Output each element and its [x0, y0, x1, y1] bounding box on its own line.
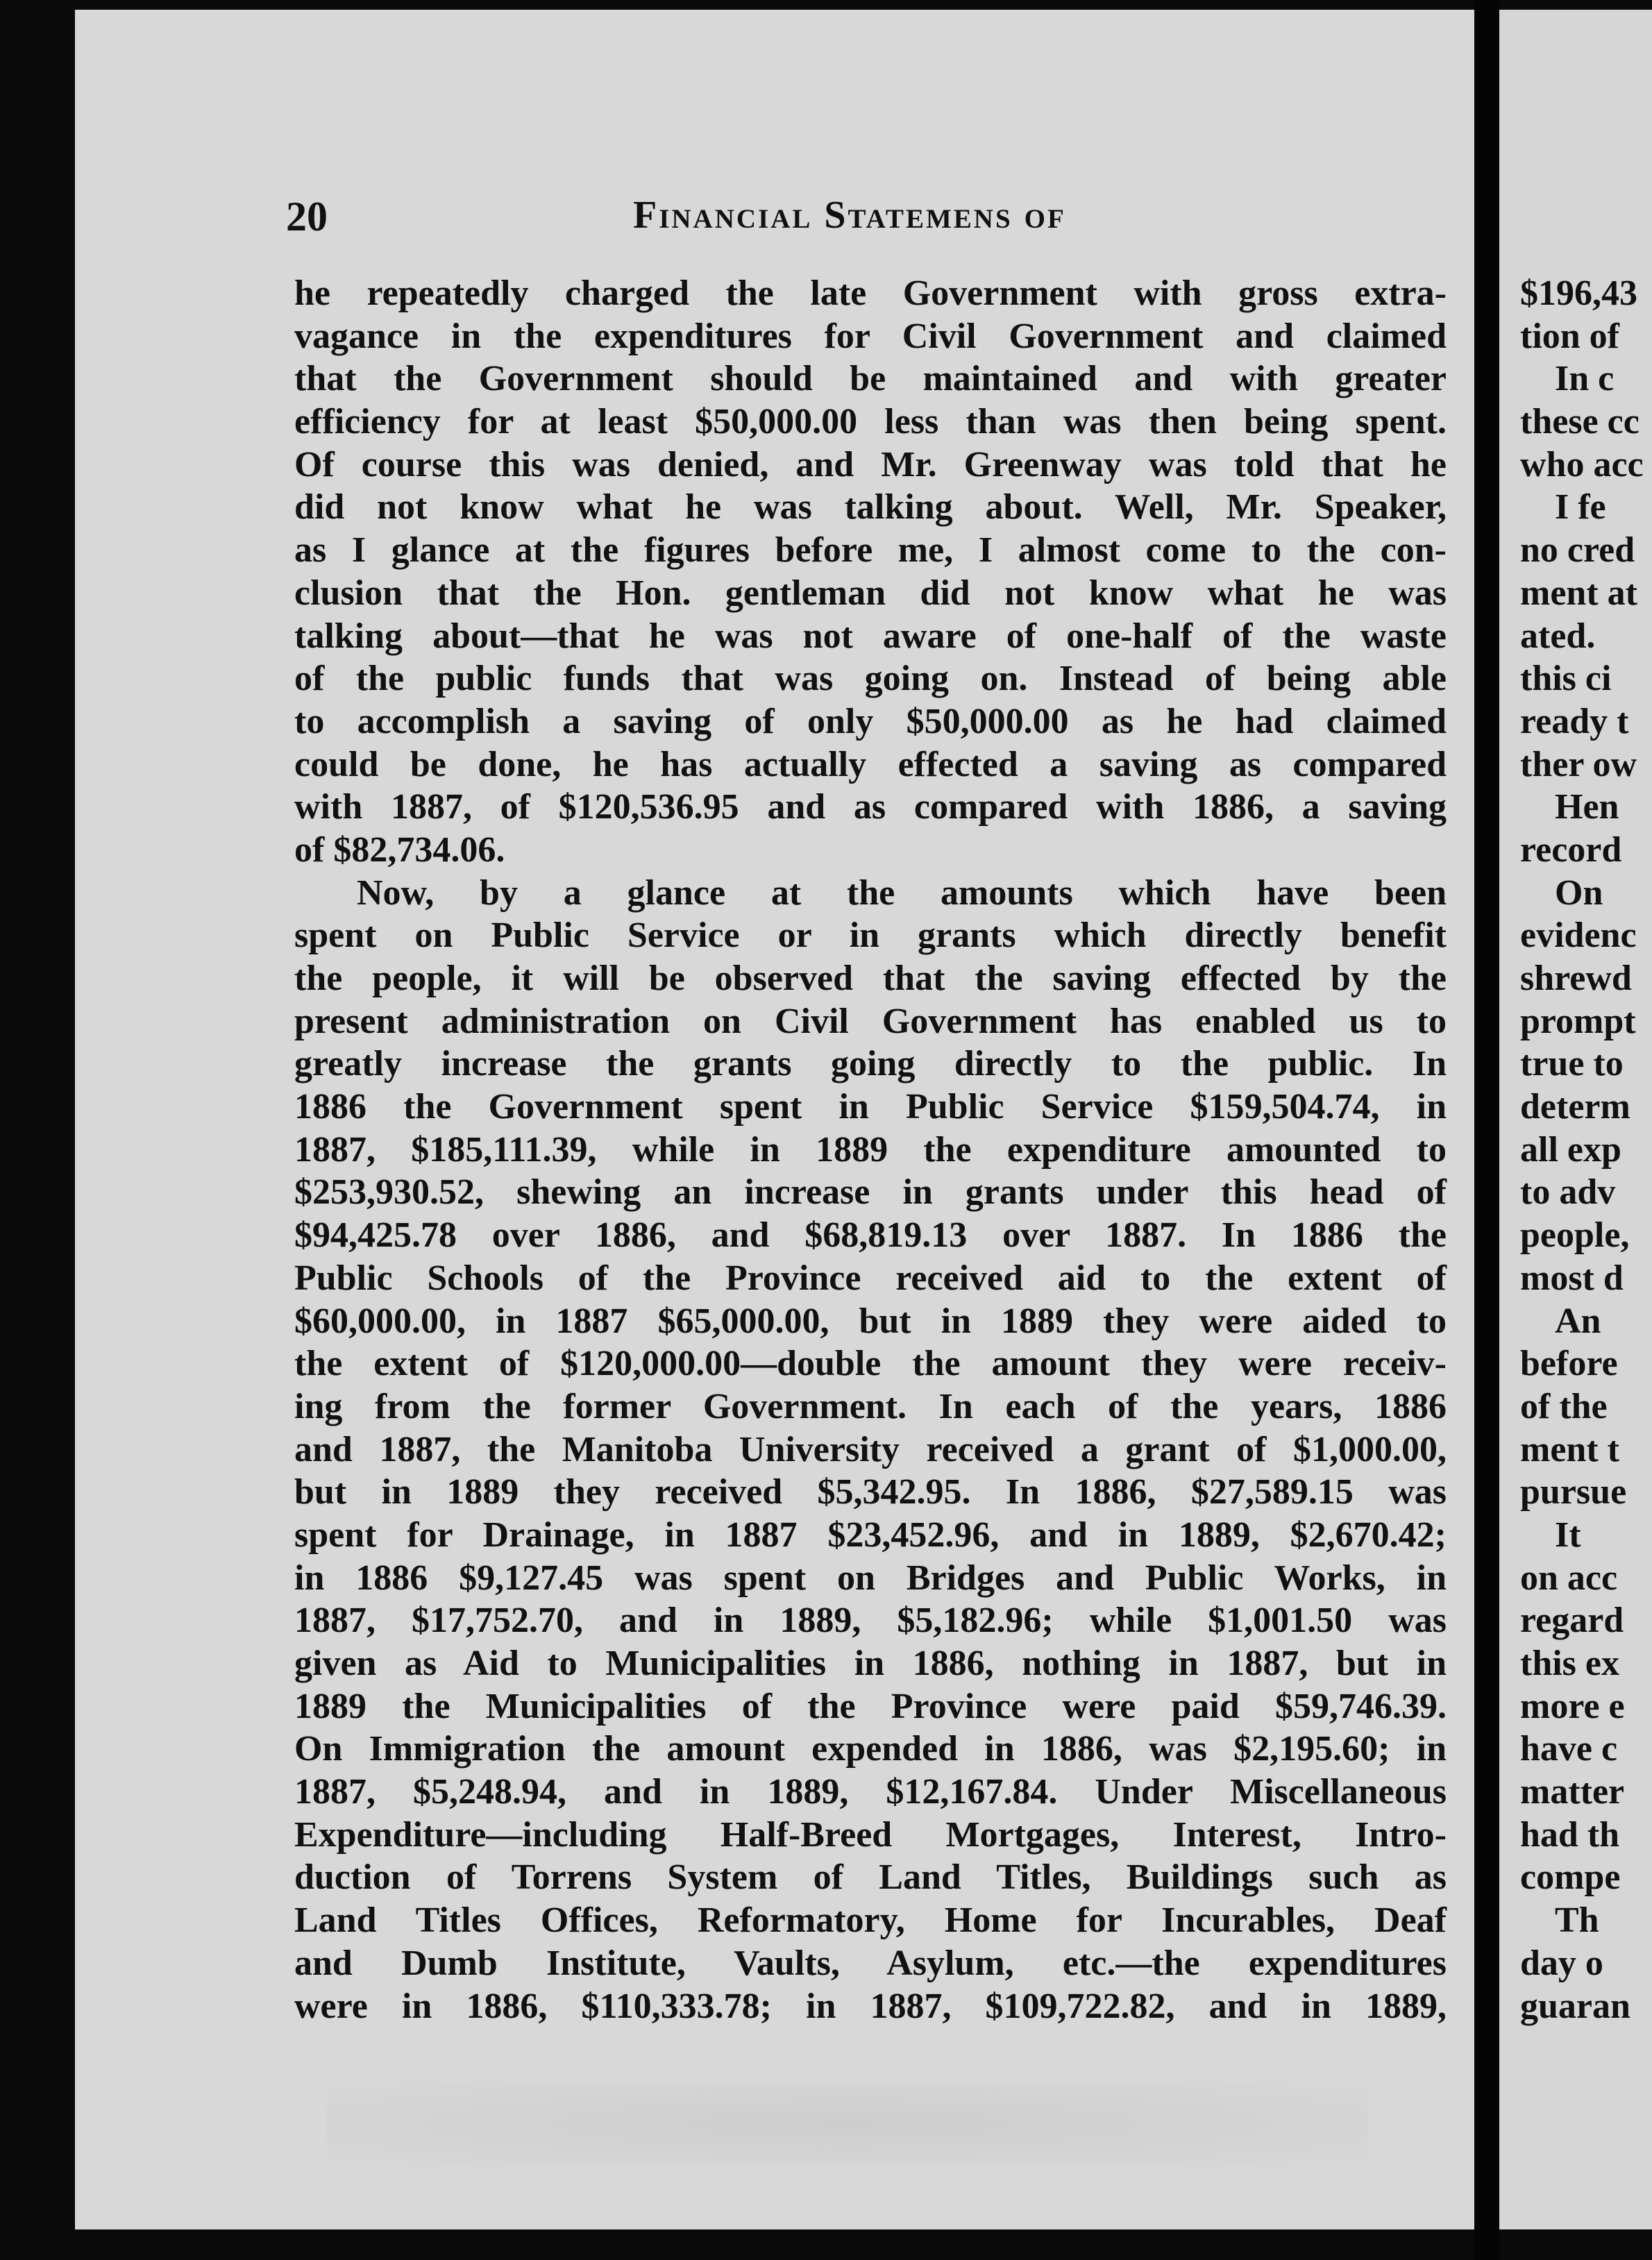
facing-page-line: $196,43 [1520, 273, 1637, 313]
facing-page-line: before [1520, 1344, 1618, 1384]
text-line: could be done, he has actually effected a saving as compared [294, 744, 1447, 784]
text-line: spent for Drainage, in 1887 $23,452.96, and in 1889, $2,670.42; [294, 1515, 1447, 1555]
facing-page-line: evidenc [1520, 916, 1637, 956]
facing-page [1499, 10, 1652, 2229]
text-line: in 1886 $9,127.45 was spent on Bridges and Public Works, in [294, 1558, 1447, 1598]
text-line: of the public funds that was going on. Instead of being able [294, 659, 1447, 699]
text-line: he repeatedly charged the late Government with gross extra- [294, 273, 1447, 313]
text-line: 1887, $185,111.39, while in 1889 the expenditure amounted to [294, 1129, 1447, 1170]
text-line: with 1887, of $120,536.95 and as compared with 1886, a saving [294, 787, 1447, 827]
text-line: as I glance at the figures before me, I almost come to the con- [294, 530, 1447, 571]
facing-page-line: pursue [1520, 1472, 1627, 1512]
text-line: the extent of $120,000.00—double the amount they were receiv- [294, 1344, 1447, 1384]
facing-page-line: It [1555, 1515, 1581, 1555]
facing-page-line: have c [1520, 1729, 1618, 1769]
text-line: Expenditure—including Half-Breed Mortgages, Interest, Intro- [294, 1814, 1447, 1855]
facing-page-line: compe [1520, 1857, 1621, 1898]
text-line: the people, it will be observed that the saving effected by the [294, 959, 1447, 998]
running-title: Financial Statemens of [633, 194, 1066, 237]
facing-page-line: ready t [1520, 701, 1629, 741]
text-line: Land Titles Offices, Reformatory, Home for Incurables, Deaf [294, 1900, 1447, 1941]
text-line: vagance in the expenditures for Civil Government and claimed [294, 316, 1447, 356]
facing-page-line: ther ow [1520, 744, 1637, 784]
facing-page-line: determ [1520, 1087, 1630, 1127]
facing-page-line: ment t [1520, 1429, 1619, 1469]
text-line: to accomplish a saving of only $50,000.00 as he had claimed [294, 701, 1447, 741]
text-line: Now, by a glance at the amounts which have been [357, 872, 1447, 913]
text-line: did not know what he was talking about. Well, Mr. Speaker, [294, 487, 1447, 528]
page-number: 20 [286, 194, 328, 239]
text-line: efficiency for at least $50,000.00 less than was then being spent. [294, 402, 1447, 442]
text-line: spent on Public Service or in grants which directly benefit [294, 916, 1447, 956]
facing-page-line: most d [1520, 1258, 1624, 1298]
facing-page-line: no cred [1520, 530, 1635, 571]
facing-page-line: this ex [1520, 1644, 1619, 1683]
facing-page-line: guaran [1520, 1986, 1630, 2026]
facing-page-line: had th [1520, 1814, 1620, 1855]
facing-page-line: who acc [1520, 444, 1644, 484]
text-line: 1887, $5,248.94, and in 1889, $12,167.84. Under Miscellaneous [294, 1772, 1447, 1812]
bleed-through-smudge [326, 2082, 1367, 2166]
text-line: present administration on Civil Government has enabled us to [294, 1001, 1447, 1041]
facing-page-line: of the [1520, 1386, 1608, 1426]
text-line: On Immigration the amount expended in 1886, was $2,195.60; in [294, 1729, 1447, 1769]
text-line: duction of Torrens System of Land Titles, Buildings such as [294, 1857, 1447, 1898]
facing-page-line: ated. [1520, 616, 1596, 656]
text-line: that the Government should be maintained and with greater [294, 359, 1447, 399]
text-line: were in 1886, $110,333.78; in 1887, $109,722.82, and in 1889, [294, 1986, 1447, 2026]
facing-page-text [1520, 272, 1644, 2027]
facing-page-line: I fe [1555, 487, 1606, 528]
text-line: of $82,734.06. [294, 829, 505, 870]
facing-page-line: day o [1520, 1943, 1603, 1983]
facing-page-line: In c [1555, 359, 1615, 399]
book-gutter [1474, 0, 1499, 2260]
text-line: Of course this was denied, and Mr. Greenway was told that he [294, 444, 1447, 484]
facing-page-line: ment at [1520, 573, 1637, 613]
text-line: given as Aid to Municipalities in 1886, nothing in 1887, but in [294, 1644, 1447, 1683]
facing-page-line: to adv [1520, 1172, 1616, 1213]
facing-page-line: On [1555, 872, 1603, 913]
text-line: ing from the former Government. In each of the years, 1886 [294, 1386, 1447, 1426]
text-line: talking about—that he was not aware of one-half of the waste [294, 616, 1447, 656]
facing-page-line: tion of [1520, 316, 1619, 356]
text-line: 1886 the Government spent in Public Service $159,504.74, in [294, 1087, 1447, 1127]
text-line: 1887, $17,752.70, and in 1889, $5,182.96; while $1,001.50 was [294, 1601, 1447, 1641]
facing-page-line: these cc [1520, 402, 1640, 442]
text-line: and Dumb Institute, Vaults, Asylum, etc.—the expenditures [294, 1943, 1447, 1983]
body-text [294, 272, 1447, 2027]
text-line: 1889 the Municipalities of the Province were paid $59,746.39. [294, 1686, 1447, 1726]
facing-page-line: record [1520, 829, 1622, 870]
facing-page-line: all exp [1520, 1129, 1621, 1170]
text-line: Public Schools of the Province received aid to the extent of [294, 1258, 1447, 1298]
text-line: $253,930.52, shewing an increase in grants under this head of [294, 1172, 1447, 1213]
facing-page-line: shrewd [1520, 959, 1632, 998]
facing-page-line: regard [1520, 1601, 1624, 1641]
facing-page-line: true to [1520, 1044, 1624, 1084]
facing-page-line: Hen [1555, 787, 1619, 827]
text-line: clusion that the Hon. gentleman did not know what he was [294, 573, 1447, 613]
facing-page-line: more e [1520, 1686, 1625, 1726]
text-line: $94,425.78 over 1886, and $68,819.13 over 1887. In 1886 the [294, 1215, 1447, 1256]
running-head [286, 186, 1452, 248]
facing-page-line: matter [1520, 1772, 1625, 1812]
facing-page-line: prompt [1520, 1001, 1636, 1041]
facing-page-line: this ci [1520, 659, 1612, 699]
text-line: but in 1889 they received $5,342.95. In 1886, $27,589.15 was [294, 1472, 1447, 1512]
facing-page-line: on acc [1520, 1558, 1618, 1598]
facing-page-line: Th [1555, 1900, 1599, 1941]
facing-page-line: An [1555, 1301, 1601, 1341]
text-line: $60,000.00, in 1887 $65,000.00, but in 1889 they were aided to [294, 1301, 1447, 1341]
text-line: and 1887, the Manitoba University received a grant of $1,000.00, [294, 1429, 1447, 1469]
facing-page-line: people, [1520, 1215, 1630, 1256]
text-line: greatly increase the grants going directly to the public. In [294, 1044, 1447, 1084]
